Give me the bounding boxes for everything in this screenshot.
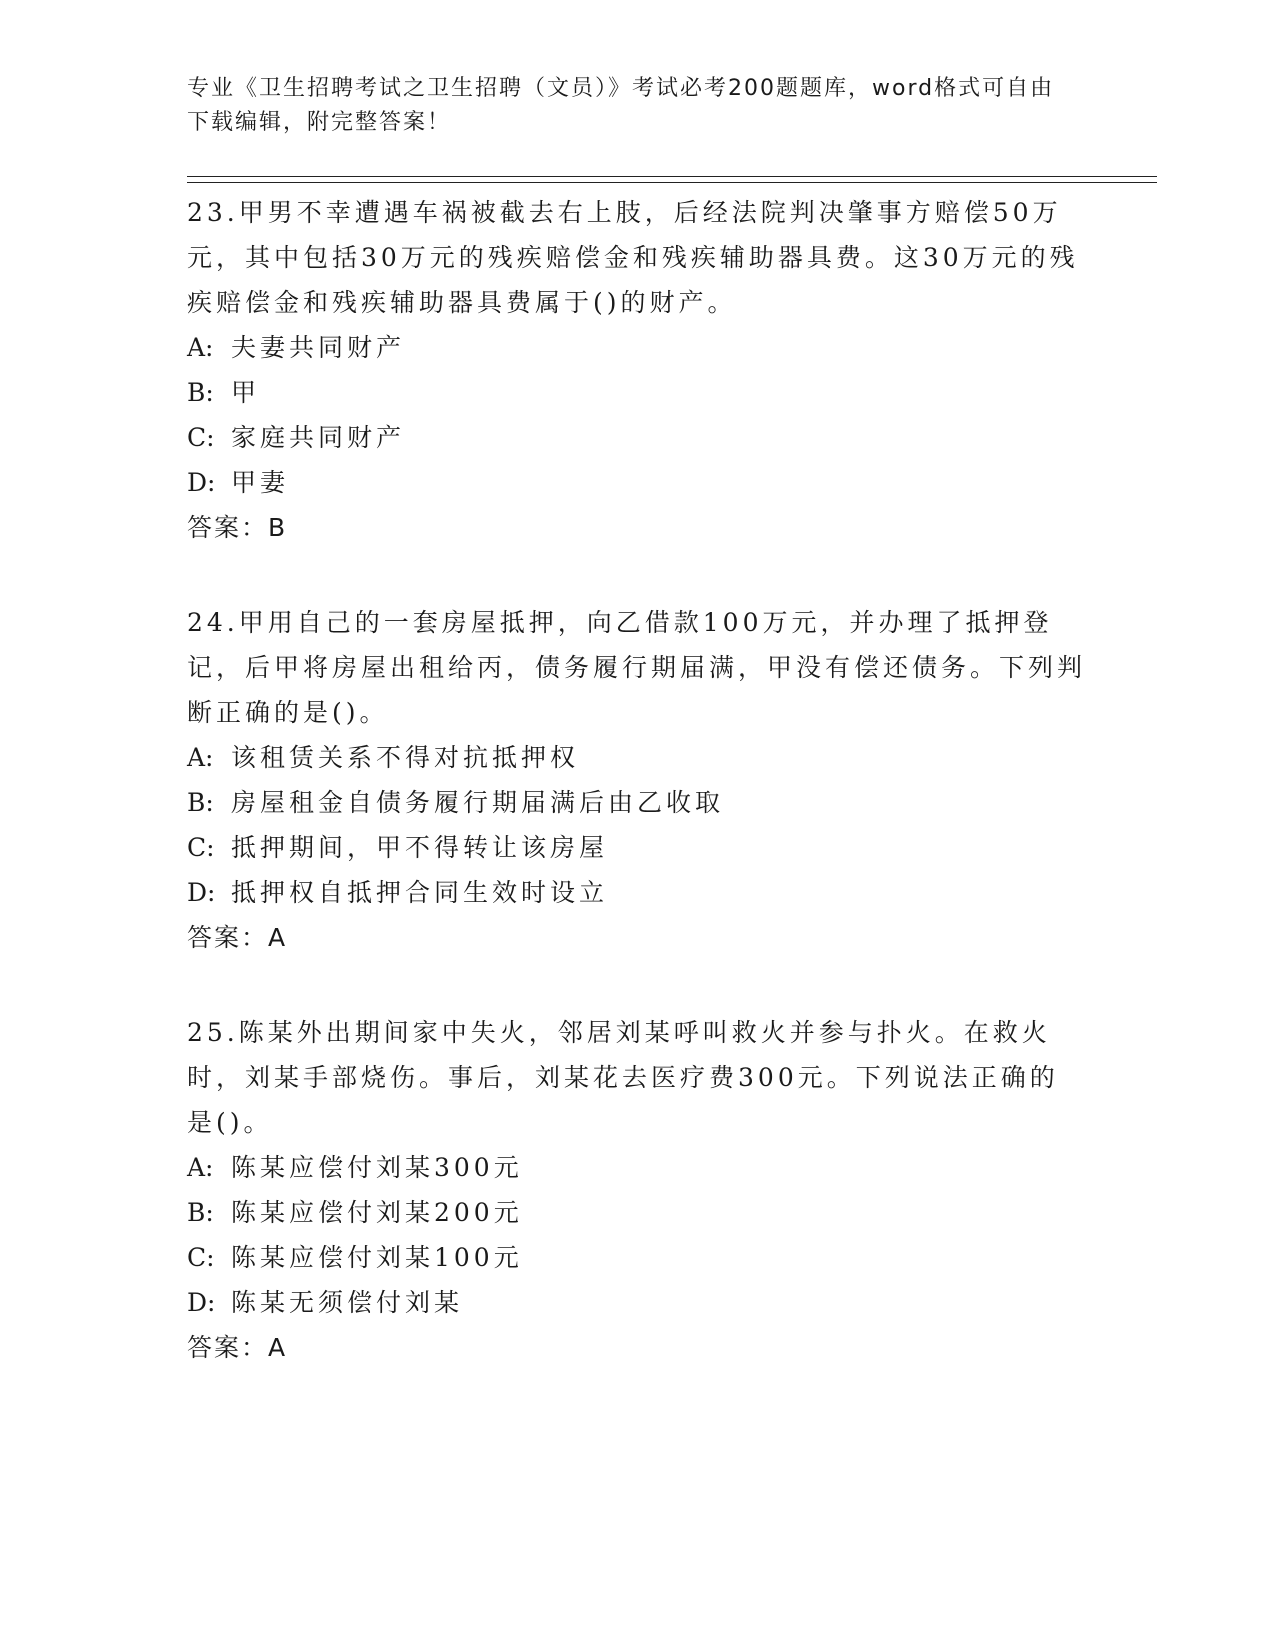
option-letter: D: [187,878,216,907]
option-text: 陈某应偿付刘某300元 [231,1153,523,1182]
option-text: 抵押期间，甲不得转让该房屋 [231,833,609,862]
option-c [187,825,1087,870]
option-a [187,325,1087,370]
option-text: 甲 [231,378,261,407]
option-d [187,460,1087,505]
option-text: 陈某应偿付刘某100元 [231,1243,523,1272]
answer: 答案：A [187,923,288,952]
option-text: 甲妻 [231,468,290,497]
header-divider-top [187,176,1157,177]
option-letter: C: [187,833,215,862]
option-letter: A: [187,743,214,772]
option-c [187,1235,1087,1280]
option-text: 抵押权自抵押合同生效时设立 [231,878,609,907]
option-d [187,870,1087,915]
option-text: 夫妻共同财产 [231,333,406,362]
document-header: 专业《卫生招聘考试之卫生招聘（文员）》考试必考200题题库，word格式可自由下载编辑，附完整答案！ [187,76,1055,135]
option-letter: A: [187,333,214,362]
question-stem: 25.陈某外出期间家中失火，邻居刘某呼叫救火并参与扑火。在救火时，刘某手部烧伤。事后，刘某花去医疗费300元。下列说法正确的是()。 [187,1018,1059,1137]
answer: 答案：A [187,1333,288,1362]
option-b [187,370,1087,415]
option-text: 陈某无须偿付刘某 [231,1288,464,1317]
option-letter: D: [187,468,216,497]
option-c [187,415,1087,460]
answer: 答案：B [187,513,288,542]
option-text: 该租赁关系不得对抗抵押权 [231,743,580,772]
option-text: 家庭共同财产 [231,423,406,452]
option-a [187,1145,1087,1190]
option-text: 陈某应偿付刘某200元 [231,1198,523,1227]
option-letter: C: [187,1243,215,1272]
option-letter: C: [187,423,215,452]
header-divider-bottom [187,182,1157,183]
option-text: 房屋租金自债务履行期届满后由乙收取 [231,788,725,817]
question-25 [187,1010,1087,1370]
option-b [187,780,1087,825]
option-d [187,1280,1087,1325]
option-b [187,1190,1087,1235]
question-stem: 24.甲用自己的一套房屋抵押，向乙借款100万元，并办理了抵押登记，后甲将房屋出租给丙，债务履行期届满，甲没有偿还债务。下列判断正确的是()。 [187,608,1087,727]
option-letter: B: [187,1198,214,1227]
option-a [187,735,1087,780]
question-24 [187,600,1087,960]
option-letter: B: [187,378,214,407]
question-stem: 23.甲男不幸遭遇车祸被截去右上肢，后经法院判决肇事方赔偿50万元，其中包括30万元的残疾赔偿金和残疾辅助器具费。这30万元的残疾赔偿金和残疾辅助器具费属于()的财产。 [187,198,1079,317]
option-letter: D: [187,1288,216,1317]
question-23 [187,190,1087,550]
option-letter: B: [187,788,214,817]
option-letter: A: [187,1153,214,1182]
